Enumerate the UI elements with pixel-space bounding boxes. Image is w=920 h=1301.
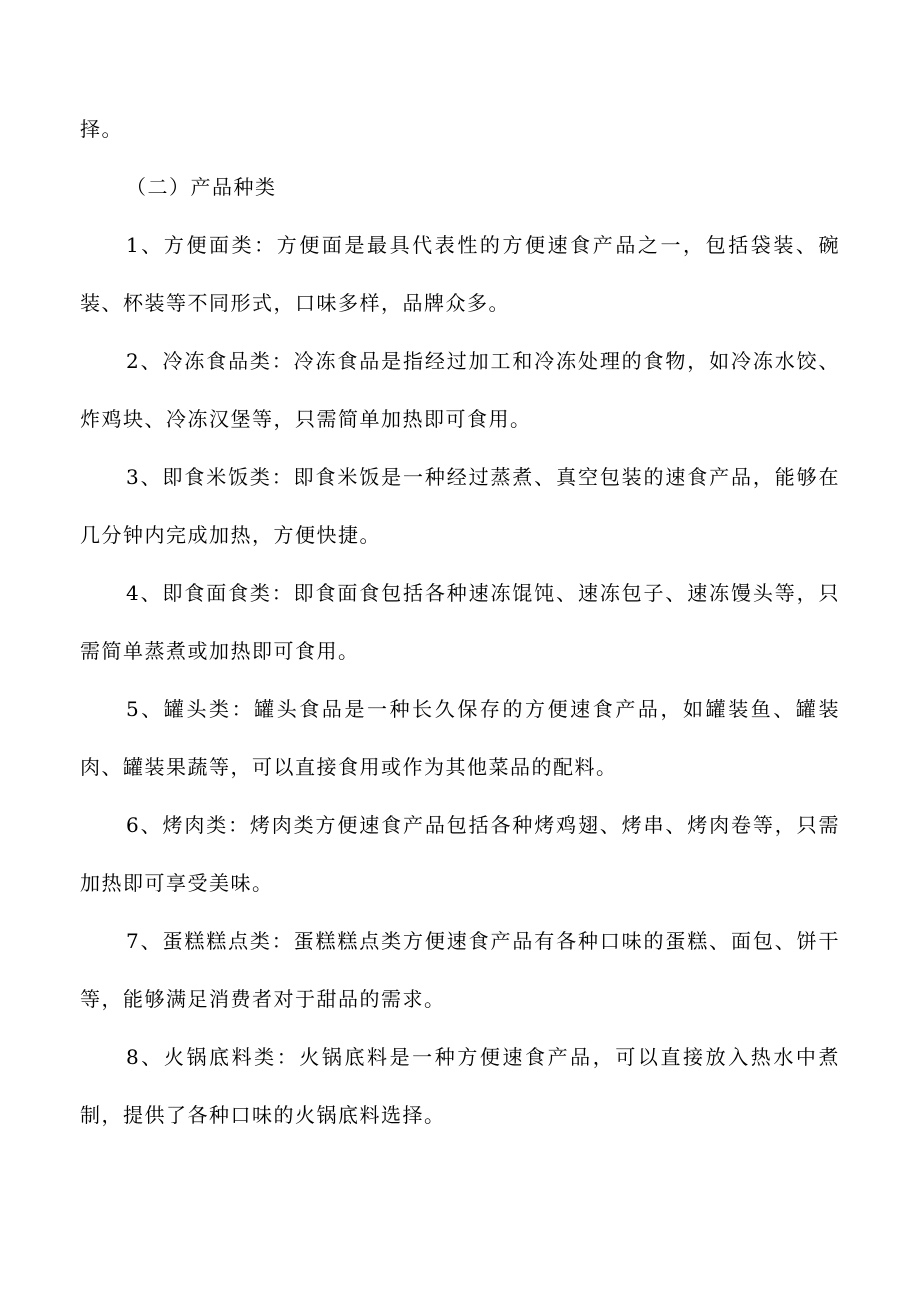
list-item: 5、罐头类：罐头食品是一种长久保存的方便速食产品，如罐装鱼、罐装肉、罐装果蔬等，可以直接食用或作为其他菜品的配料。 [80,697,840,779]
list-item: 2、冷冻食品类：冷冻食品是指经过加工和冷冻处理的食物，如冷冻水饺、炸鸡块、冷冻汉堡等，只需简单加热即可食用。 [80,349,840,431]
list-item: 3、即食米饭类：即食米饭是一种经过蒸煮、真空包装的速食产品，能够在几分钟内完成加热，方便快捷。 [80,465,840,547]
document-page [80,100,840,1144]
list-item: 7、蛋糕糕点类：蛋糕糕点类方便速食产品有各种口味的蛋糕、面包、饼干等，能够满足消费者对于甜品的需求。 [80,929,840,1011]
list-item: 8、火锅底料类：火锅底料是一种方便速食产品，可以直接放入热水中煮制，提供了各种口味的火锅底料选择。 [80,1045,840,1127]
list-item: 4、即食面食类：即食面食包括各种速冻馄饨、速冻包子、速冻馒头等，只需简单蒸煮或加热即可食用。 [80,581,840,663]
section-heading: （二）产品种类 [126,175,277,199]
list-item: 1、方便面类：方便面是最具代表性的方便速食产品之一，包括袋装、碗装、杯装等不同形式，口味多样，品牌众多。 [80,233,840,315]
list-item: 6、烤肉类：烤肉类方便速食产品包括各种烤鸡翅、烤串、烤肉卷等，只需加热即可享受美味。 [80,813,840,895]
continuation-text: 择。 [80,117,123,141]
